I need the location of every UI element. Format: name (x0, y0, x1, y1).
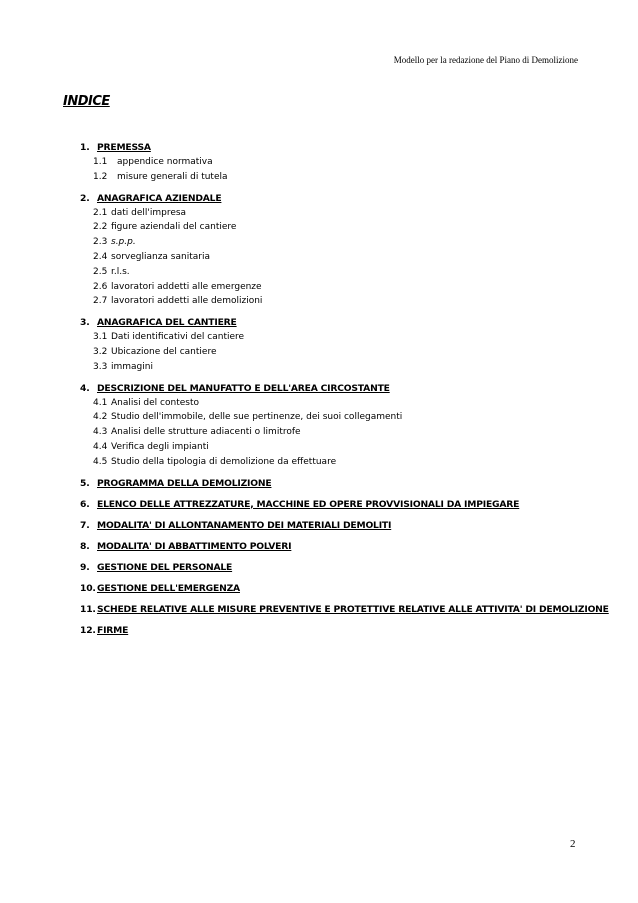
toc-subitem[interactable] (80, 425, 600, 440)
toc-subitem[interactable] (80, 155, 600, 170)
toc-section-heading[interactable] (80, 191, 600, 206)
page-title: INDICE (63, 94, 110, 109)
toc-section-heading[interactable] (80, 581, 600, 596)
toc-subitem[interactable] (80, 250, 600, 265)
toc-section-5 (80, 476, 600, 491)
toc-section-heading[interactable] (80, 476, 600, 491)
subitem-label: immagini (111, 361, 153, 372)
toc-section-heading[interactable] (80, 315, 600, 330)
subitem-label: misure generali di tutela (117, 171, 228, 182)
section-number: 2. (80, 192, 90, 204)
subitem-number: 2.5 (93, 266, 108, 277)
section-label: PROGRAMMA DELLA DEMOLIZIONE (97, 477, 272, 489)
subitem-number: 4.5 (93, 456, 108, 467)
subitem-label: Studio della tipologia di demolizione da effettuare (111, 456, 337, 467)
section-number: 9. (80, 561, 90, 573)
toc-subitem[interactable] (80, 220, 600, 235)
page-number: 2 (570, 838, 576, 850)
subitem-label: Dati identificativi del cantiere (111, 332, 245, 343)
subitem-label: sorveglianza sanitaria (111, 251, 210, 262)
running-header: Modello per la redazione del Piano di Demolizione (393, 55, 578, 65)
toc-section-9 (80, 560, 600, 575)
toc-subitem[interactable] (80, 345, 600, 360)
section-label: FIRME (97, 624, 129, 636)
section-label: ELENCO DELLE ATTREZZATURE, MACCHINE ED OPERE PROVVISIONALI DA IMPIEGARE (97, 498, 520, 510)
toc-section-11 (80, 602, 609, 617)
toc-section-4 (80, 381, 600, 470)
section-label: MODALITA' DI ALLONTANAMENTO DEI MATERIALI DEMOLITI (97, 519, 392, 531)
subitem-number: 2.2 (93, 222, 108, 233)
toc-section-10 (80, 581, 600, 596)
subitem-number: 2.4 (93, 251, 108, 262)
subitem-number: 3.3 (93, 361, 108, 372)
toc-section-heading[interactable] (80, 518, 600, 533)
subitem-number: 4.3 (93, 427, 108, 438)
section-label: ANAGRAFICA AZIENDALE (97, 192, 222, 204)
section-label: GESTIONE DELL'EMERGENZA (97, 582, 240, 594)
subitem-number: 2.6 (93, 281, 108, 292)
subitem-label: figure aziendali del cantiere (111, 222, 237, 233)
toc-section-heading[interactable] (80, 140, 600, 155)
section-number: 10. (80, 582, 96, 594)
toc-section-3 (80, 315, 600, 374)
section-number: 7. (80, 519, 90, 531)
subitem-label: Ubicazione del cantiere (111, 346, 217, 357)
toc-section-8 (80, 539, 600, 554)
subitem-number: 3.1 (93, 332, 108, 343)
toc-section-heading[interactable] (80, 602, 609, 617)
toc-section-heading[interactable] (80, 381, 600, 396)
toc-section-12 (80, 623, 600, 638)
subitem-label: lavoratori addetti alle demolizioni (111, 296, 263, 307)
toc-section-heading[interactable] (80, 560, 600, 575)
section-number: 1. (80, 142, 90, 153)
subitem-number: 2.3 (93, 237, 108, 248)
toc-subitem[interactable] (80, 294, 600, 309)
toc-subitem[interactable] (80, 206, 600, 221)
toc-section-1 (80, 140, 600, 185)
toc-section-7 (80, 518, 600, 533)
section-label: SCHEDE RELATIVE ALLE MISURE PREVENTIVE E PROTETTIVE RELATIVE ALLE ATTIVITA' DI DEMOLIZIONE (97, 603, 609, 615)
subitem-number: 4.4 (93, 441, 108, 452)
section-number: 3. (80, 317, 90, 329)
subitem-label: r.l.s. (111, 266, 130, 277)
section-number: 6. (80, 498, 90, 510)
toc-section-2 (80, 191, 600, 310)
subitem-label: Analisi del contesto (111, 397, 199, 408)
subitem-number: 1.2 (93, 171, 108, 182)
subitem-number: 2.1 (93, 207, 108, 218)
section-number: 5. (80, 477, 90, 489)
toc-subitem[interactable] (80, 170, 600, 185)
toc-subitem[interactable] (80, 235, 600, 250)
section-number: 8. (80, 540, 90, 552)
toc-subitem[interactable] (80, 265, 600, 280)
subitem-number: 4.2 (93, 412, 108, 423)
subitem-number: 2.7 (93, 296, 108, 307)
toc-subitem[interactable] (80, 330, 600, 345)
table-of-contents (80, 140, 609, 644)
subitem-number: 4.1 (93, 397, 108, 408)
section-label: DESCRIZIONE DEL MANUFATTO E DELL'AREA CIRCOSTANTE (97, 382, 390, 394)
subitem-label: lavoratori addetti alle emergenze (111, 281, 262, 292)
subitem-label: appendice normativa (117, 157, 213, 167)
section-label: MODALITA' DI ABBATTIMENTO POLVERI (97, 540, 292, 552)
subitem-number: 3.2 (93, 346, 108, 357)
subitem-number: 1.1 (93, 157, 108, 167)
section-label: ANAGRAFICA DEL CANTIERE (97, 317, 237, 329)
section-label: GESTIONE DEL PERSONALE (97, 561, 233, 573)
subitem-label: Analisi delle strutture adiacenti o limitrofe (111, 427, 301, 438)
section-number: 4. (80, 382, 90, 394)
subitem-label: Studio dell'immobile, delle sue pertinenze, dei suoi collegamenti (111, 412, 403, 423)
toc-section-heading[interactable] (80, 623, 600, 638)
toc-section-6 (80, 497, 600, 512)
subitem-label: dati dell'impresa (111, 207, 187, 218)
toc-subitem[interactable] (80, 455, 600, 470)
toc-subitem[interactable] (80, 280, 600, 295)
section-label: PREMESSA (97, 142, 151, 153)
toc-subitem[interactable] (80, 410, 600, 425)
toc-subitem[interactable] (80, 440, 600, 455)
toc-section-heading[interactable] (80, 539, 600, 554)
section-number: 12. (80, 624, 96, 636)
subitem-label: Verifica degli impianti (111, 441, 209, 452)
section-number: 11. (80, 603, 96, 615)
toc-subitem[interactable] (80, 360, 600, 375)
subitem-label: s.p.p. (111, 237, 136, 248)
toc-subitem[interactable] (80, 396, 600, 411)
toc-section-heading[interactable] (80, 497, 600, 512)
